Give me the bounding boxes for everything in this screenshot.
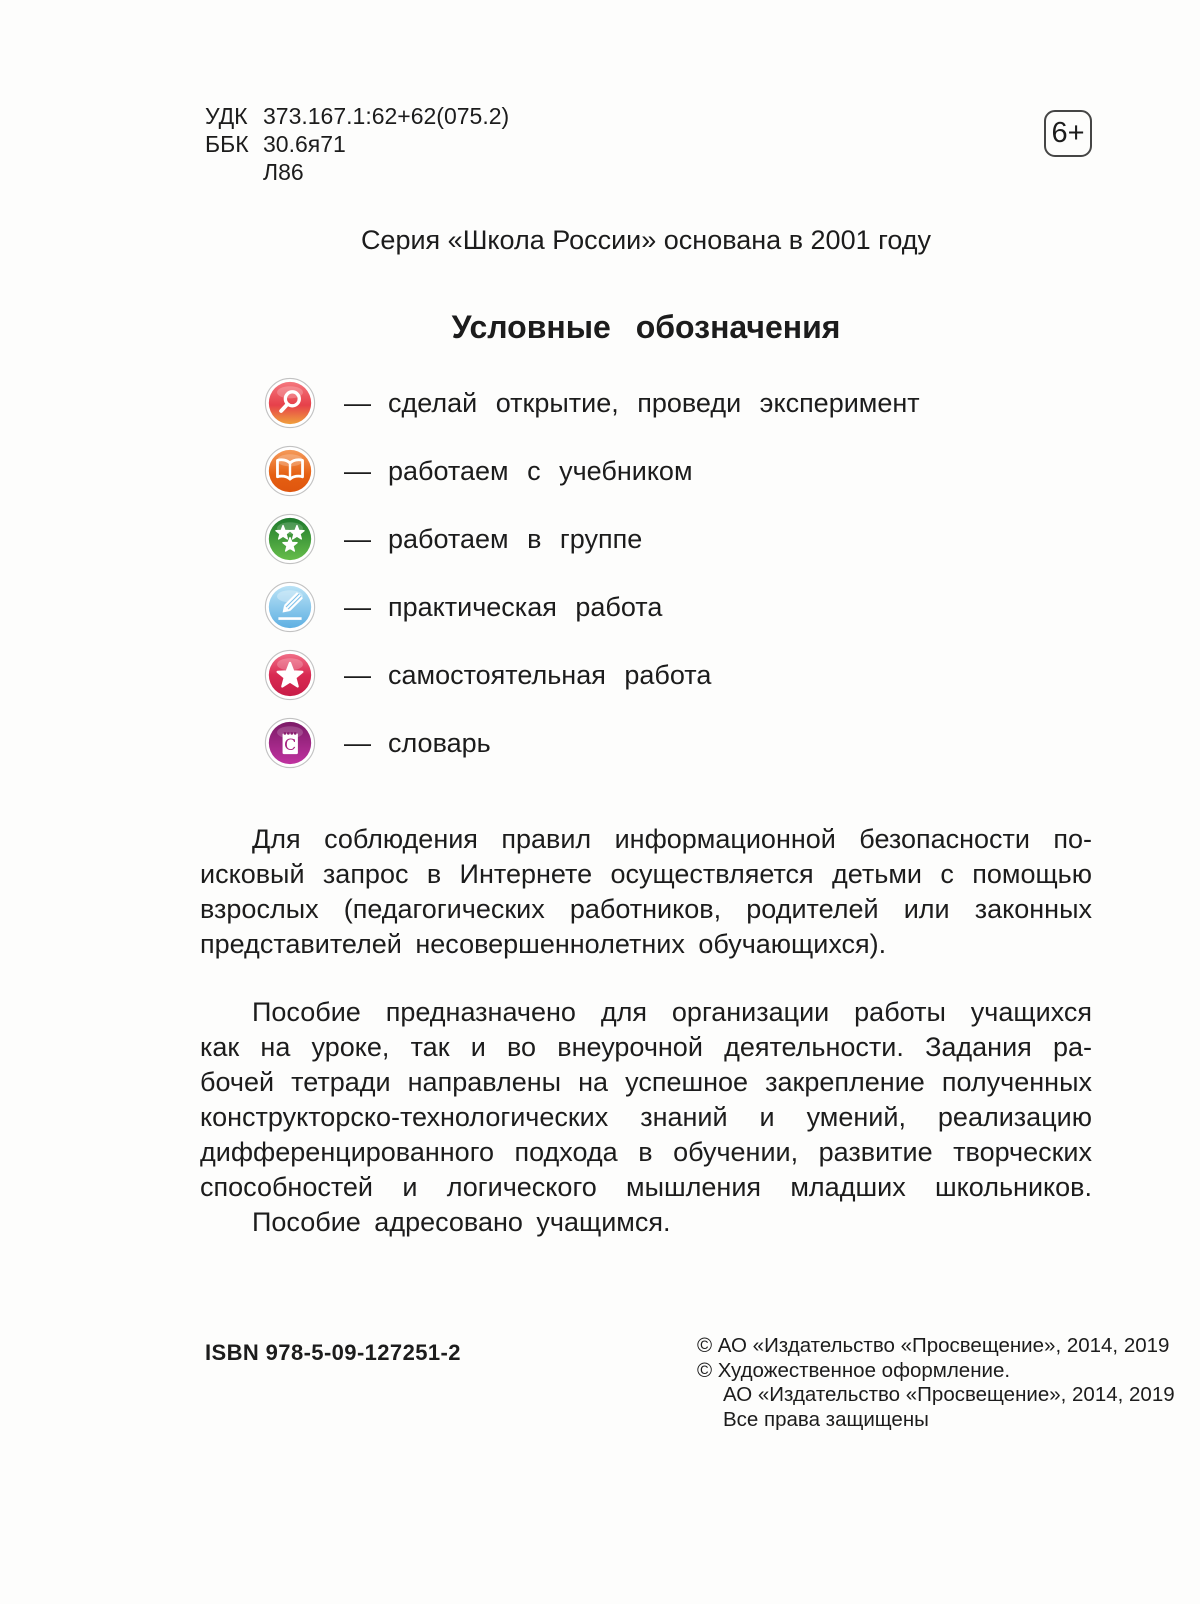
bbk-row xyxy=(205,130,509,158)
paragraph-line: взрослых (педагогических работников, родителей или законных xyxy=(200,894,1092,924)
bibliographic-block xyxy=(205,102,509,186)
udk-value: 373.167.1:62+62(075.2) xyxy=(263,103,510,129)
body-text xyxy=(200,822,1092,1240)
legend-label: практическая работа xyxy=(388,591,663,622)
legend-dash: — xyxy=(344,659,371,690)
udk-label: УДК xyxy=(205,103,248,129)
legend-item xyxy=(264,437,920,505)
legend-dash: — xyxy=(344,387,371,418)
udk-row xyxy=(205,102,509,130)
magnifier-icon xyxy=(264,377,316,429)
star-icon xyxy=(264,649,316,701)
legend-dash: — xyxy=(344,523,371,554)
copyright-line: © АО «Издательство «Просвещение», 2014, 2019 xyxy=(697,1334,1170,1357)
bbk-value: 30.6я71 xyxy=(263,131,346,157)
legend-label: работаем в группе xyxy=(388,523,643,554)
group-stars-icon xyxy=(264,513,316,565)
paragraph-line: способностей и логического мышления младших школьников. xyxy=(200,1172,1092,1202)
svg-text:C: C xyxy=(284,734,297,754)
pencil-icon xyxy=(264,581,316,633)
legend-dash: — xyxy=(344,727,371,758)
dictionary-icon xyxy=(264,717,316,769)
paragraph xyxy=(200,995,1092,1205)
copyright-line: АО «Издательство «Просвещение», 2014, 2019 xyxy=(723,1383,1175,1407)
code-row xyxy=(205,158,509,186)
paragraph-line: Для соблюдения правил информационной безопасности по- xyxy=(252,824,1092,854)
author-code: Л86 xyxy=(263,159,304,185)
paragraph-line: конструкторско-технологических знаний и умений, реализацию xyxy=(200,1102,1092,1132)
paragraph-line: исковый запрос в Интернете осуществляется детьми с помощью xyxy=(200,859,1092,889)
paragraph xyxy=(200,1205,1092,1240)
legend-label: работаем с учебником xyxy=(388,455,693,486)
paragraph-line: бочей тетради направлены на успешное закрепление полученных xyxy=(200,1067,1092,1097)
open-book-icon xyxy=(264,445,316,497)
series-line: Серия «Школа России» основана в 2001 году xyxy=(360,225,932,255)
paragraph-line: Пособие адресовано учащимся. xyxy=(252,1207,671,1237)
copyright-line: © Художественное оформление. xyxy=(697,1358,1011,1382)
paragraph xyxy=(200,822,1092,962)
legend-item xyxy=(264,505,920,573)
legend-dash: — xyxy=(344,455,371,486)
legend-label: самостоятельная работа xyxy=(388,659,712,690)
legend-dash: — xyxy=(344,591,371,622)
paragraph-line: дифференцированного подхода в обучении, развитие творческих xyxy=(200,1137,1092,1167)
bbk-label: ББК xyxy=(205,131,249,157)
legend-label: сделай открытие, проведи эксперимент xyxy=(388,387,920,418)
legend-label: словарь xyxy=(388,727,491,758)
legend-item xyxy=(264,573,920,641)
legend-item xyxy=(264,709,920,777)
legend-item xyxy=(264,641,920,709)
copyright-line: Все права защищены xyxy=(723,1407,929,1431)
paragraph-line: представителей несовершеннолетних обучающихся). xyxy=(200,929,887,959)
legend xyxy=(264,369,920,777)
paragraph-line: как на уроке, так и во внеурочной деятельности. Задания ра- xyxy=(200,1032,1092,1062)
copyright-block xyxy=(697,1334,1175,1432)
legend-item xyxy=(264,369,920,437)
page-title: Условные обозначения xyxy=(451,309,841,345)
age-rating-badge: 6+ xyxy=(1044,110,1092,157)
paragraph-line: Пособие предназначено для организации работы учащихся xyxy=(252,997,1092,1027)
isbn: ISBN 978-5-09-127251-2 xyxy=(205,1340,461,1365)
